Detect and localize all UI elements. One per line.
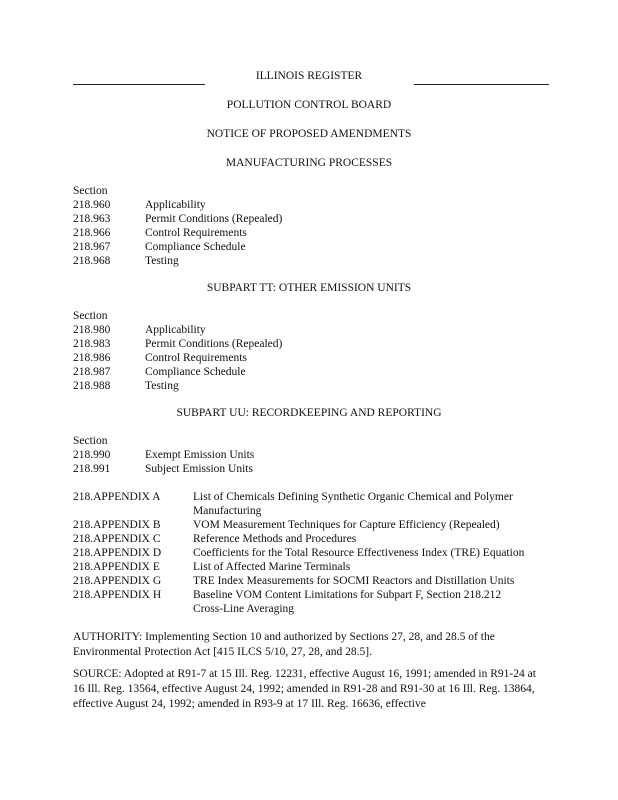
- appendix-title: VOM Measurement Techniques for Capture Efficiency (Repealed): [193, 519, 500, 531]
- appendix-number: 218.APPENDIX A: [73, 491, 161, 503]
- section-number: 218.983: [73, 338, 111, 350]
- section-title: Permit Conditions (Repealed): [145, 338, 283, 350]
- section-number: 218.960: [73, 199, 111, 211]
- appendix-number: 218.APPENDIX G: [73, 575, 162, 587]
- appendix-number: 218.APPENDIX C: [73, 533, 161, 545]
- section-number: 218.967: [73, 241, 111, 253]
- appendix-title: List of Affected Marine Terminals: [193, 561, 351, 573]
- appendix-title-cont: Manufacturing: [193, 505, 262, 517]
- section-title: Applicability: [145, 324, 206, 336]
- section-title: Applicability: [145, 199, 206, 211]
- appendix-title: Coefficients for the Total Resource Effectiveness Index (TRE) Equation: [193, 547, 525, 559]
- board-title: POLLUTION CONTROL BOARD: [226, 99, 392, 111]
- section-label-2: Section: [73, 310, 108, 322]
- section-number: 218.987: [73, 366, 111, 378]
- subpart-uu-heading: SUBPART UU: RECORDKEEPING AND REPORTING: [176, 407, 442, 419]
- section-title: Compliance Schedule: [145, 241, 246, 253]
- appendix-title: Baseline VOM Content Limitations for Subpart F, Section 218.212: [193, 589, 502, 601]
- appendix-title: List of Chemicals Defining Synthetic Organic Chemical and Polymer: [193, 491, 513, 503]
- appendix-number: 218.APPENDIX D: [73, 547, 162, 559]
- section-title: Control Requirements: [145, 352, 247, 364]
- section-title: Exempt Emission Units: [145, 449, 255, 461]
- header-rule-left: [73, 84, 205, 85]
- section-label-1: Section: [73, 185, 108, 197]
- section-title: Permit Conditions (Repealed): [145, 213, 283, 225]
- section-number: 218.991: [73, 463, 111, 475]
- appendix-title-cont: Cross-Line Averaging: [193, 603, 295, 615]
- notice-title: NOTICE OF PROPOSED AMENDMENTS: [206, 128, 412, 140]
- scan-speck: ·: [567, 30, 569, 36]
- section-title: Testing: [145, 380, 179, 392]
- authority-paragraph: AUTHORITY: Implementing Section 10 and authorized by Sections 27, 28, and 28.5 of the Environmental Protection Act [415 ILCS 5/10, 27, 28, and 28.5].: [73, 631, 495, 658]
- register-title: ILLINOIS REGISTER: [255, 70, 363, 82]
- section-number: 218.963: [73, 213, 111, 225]
- section-title: Subject Emission Units: [145, 463, 253, 475]
- appendix-number: 218.APPENDIX E: [73, 561, 160, 573]
- section-number: 218.980: [73, 324, 111, 336]
- source-paragraph: SOURCE: Adopted at R91-7 at 15 Ill. Reg. 12231, effective August 16, 1991; amended in R91-24 at 16 Ill. Reg. 13564, effective August 24, 1992; amended in R91-28 and R91-30 at 16 Ill. Reg. 13864, effective August 24, 1992; amended in R93-9 at 17 Ill. Reg. 16636, effective: [73, 668, 536, 710]
- subpart-tt-heading: SUBPART TT: OTHER EMISSION UNITS: [206, 282, 412, 294]
- section-number: 218.966: [73, 227, 111, 239]
- section-title: Control Requirements: [145, 227, 247, 239]
- section-title: Testing: [145, 255, 179, 267]
- header-rule-right: [414, 84, 549, 85]
- appendix-title: Reference Methods and Procedures: [193, 533, 357, 545]
- topic-title: MANUFACTURING PROCESSES: [225, 157, 393, 169]
- section-label-3: Section: [73, 435, 108, 447]
- section-number: 218.968: [73, 255, 111, 267]
- section-title: Compliance Schedule: [145, 366, 246, 378]
- appendix-number: 218.APPENDIX B: [73, 519, 161, 531]
- section-number: 218.990: [73, 449, 111, 461]
- section-number: 218.986: [73, 352, 111, 364]
- appendix-number: 218.APPENDIX H: [73, 589, 162, 601]
- appendix-title: TRE Index Measurements for SOCMI Reactors and Distillation Units: [193, 575, 515, 587]
- section-number: 218.988: [73, 380, 111, 392]
